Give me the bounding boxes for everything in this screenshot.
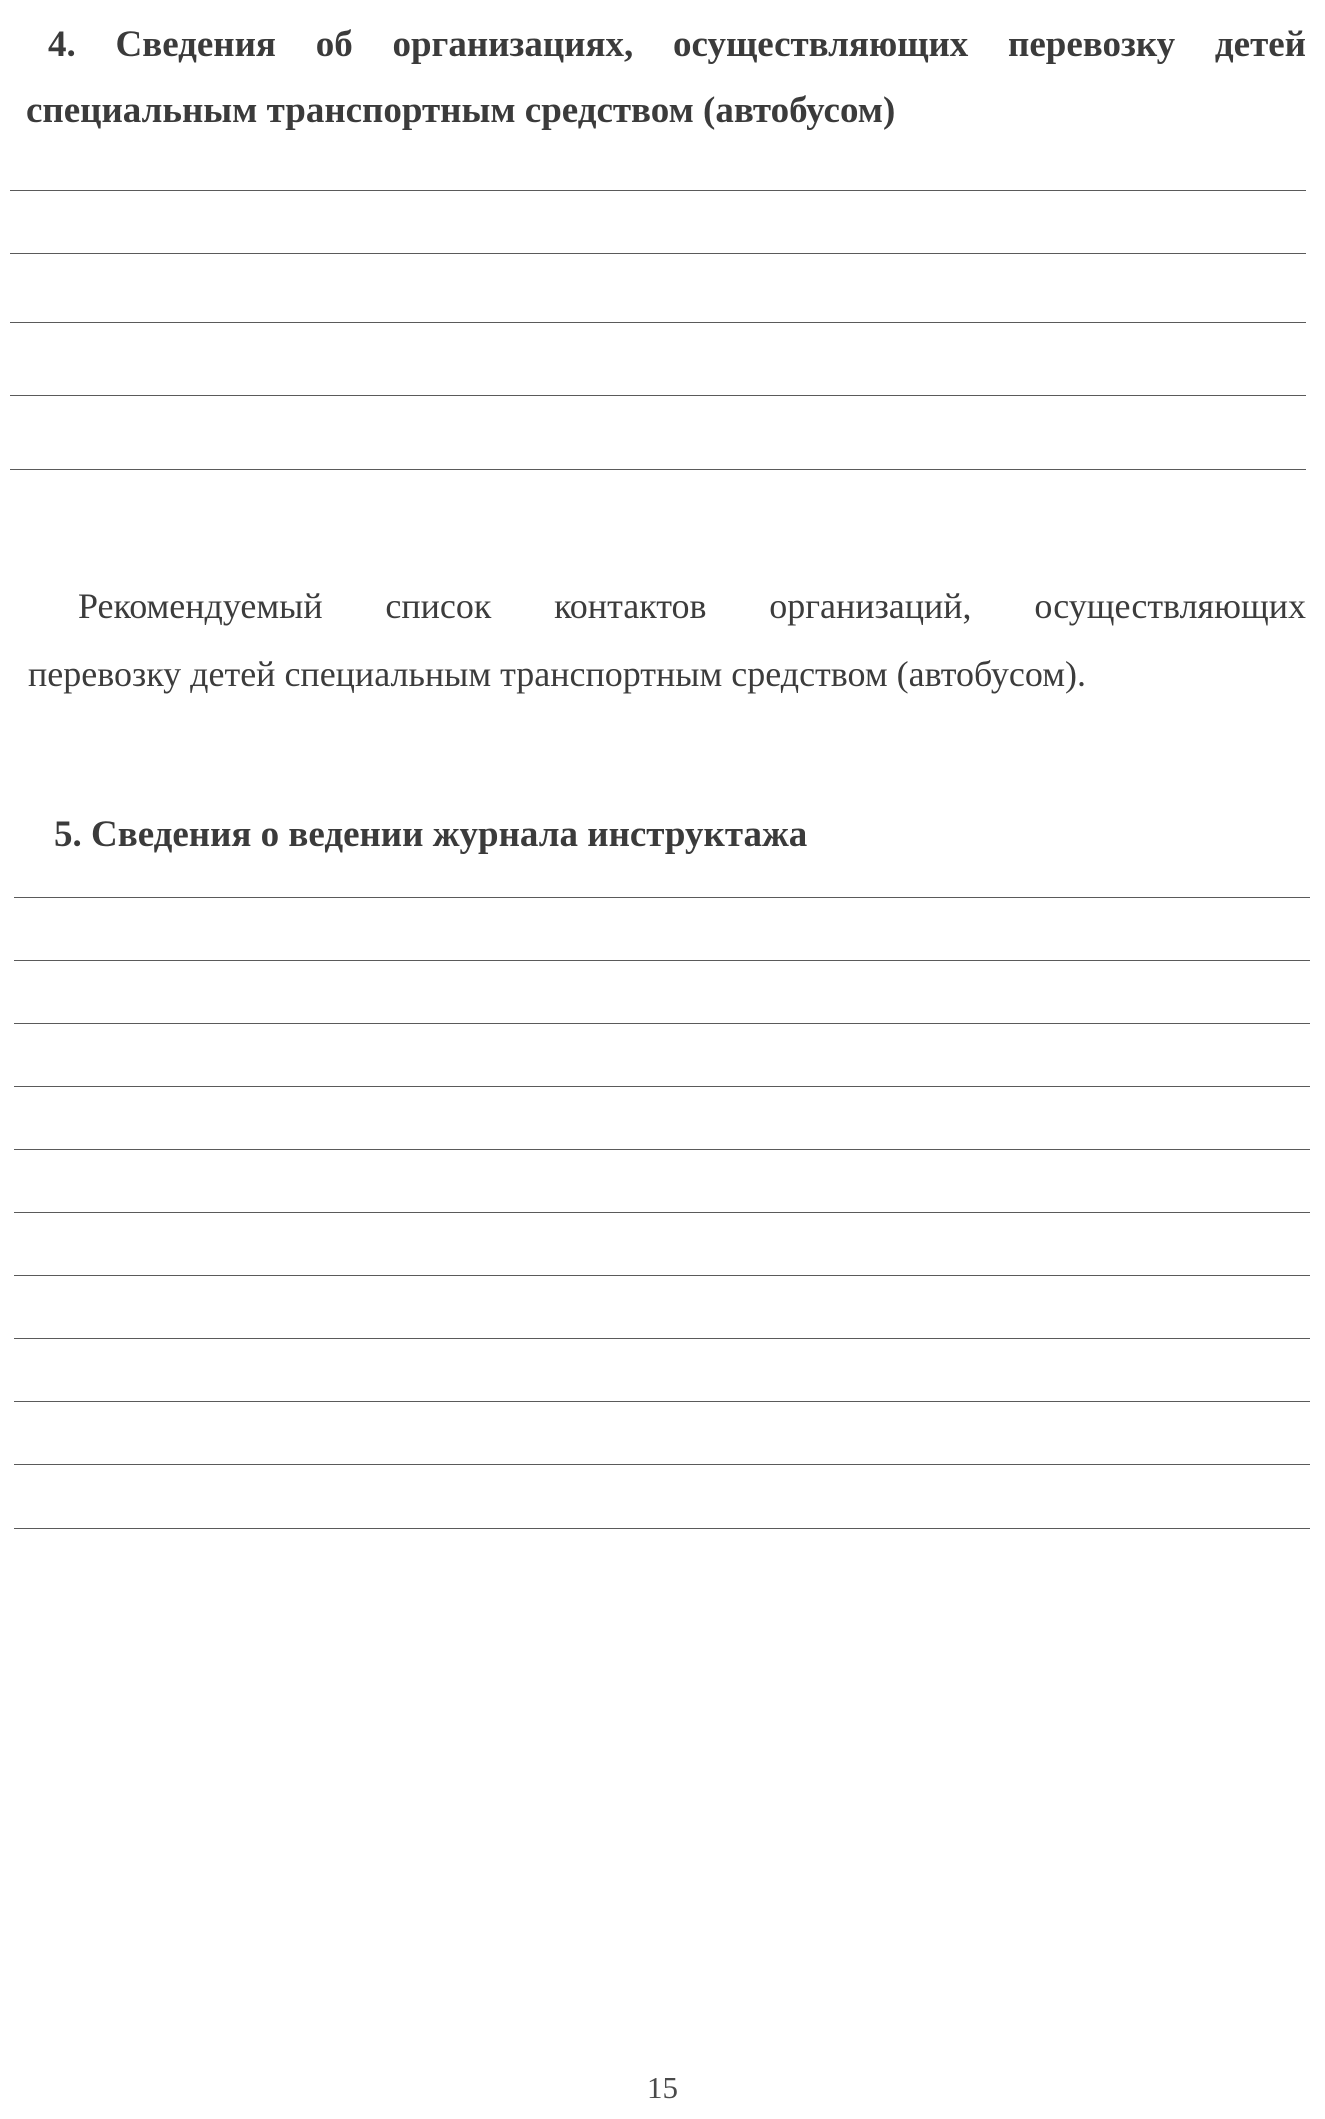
section-4-heading-line-1: 4. Сведения об организациях, осуществляющих перевозку детей <box>48 24 1306 65</box>
recommended-contacts-line-1: Рекомендуемый список контактов организаций, осуществляющих <box>78 586 1306 626</box>
section-5-blank-line <box>14 1212 1310 1213</box>
section-5-blank-line <box>14 1528 1310 1529</box>
section-5-blank-line <box>14 1464 1310 1465</box>
section-4-heading-line-2: специальным транспортным средством (автобусом) <box>26 90 896 131</box>
section-4-blank-line <box>10 469 1306 470</box>
section-4-blank-line <box>10 322 1306 323</box>
section-5-blank-line <box>14 1338 1310 1339</box>
section-4-heading <box>26 12 1306 144</box>
recommended-contacts-line-2: перевозку детей специальным транспортным средством (автобусом). <box>28 654 1086 694</box>
section-5-blank-line <box>14 1023 1310 1024</box>
section-4-blank-line <box>10 190 1306 191</box>
section-4-blank-line <box>10 253 1306 254</box>
page-number: 15 <box>647 2070 678 2105</box>
section-5-blank-line <box>14 897 1310 898</box>
section-5-blank-line <box>14 960 1310 961</box>
recommended-contacts-note <box>28 572 1306 708</box>
section-5-blank-line <box>14 1149 1310 1150</box>
section-5-blank-line <box>14 1401 1310 1402</box>
section-5-blank-line <box>14 1275 1310 1276</box>
section-5-blank-line <box>14 1086 1310 1087</box>
section-4-blank-line <box>10 395 1306 396</box>
section-5-heading: 5. Сведения о ведении журнала инструктажа <box>54 814 808 855</box>
